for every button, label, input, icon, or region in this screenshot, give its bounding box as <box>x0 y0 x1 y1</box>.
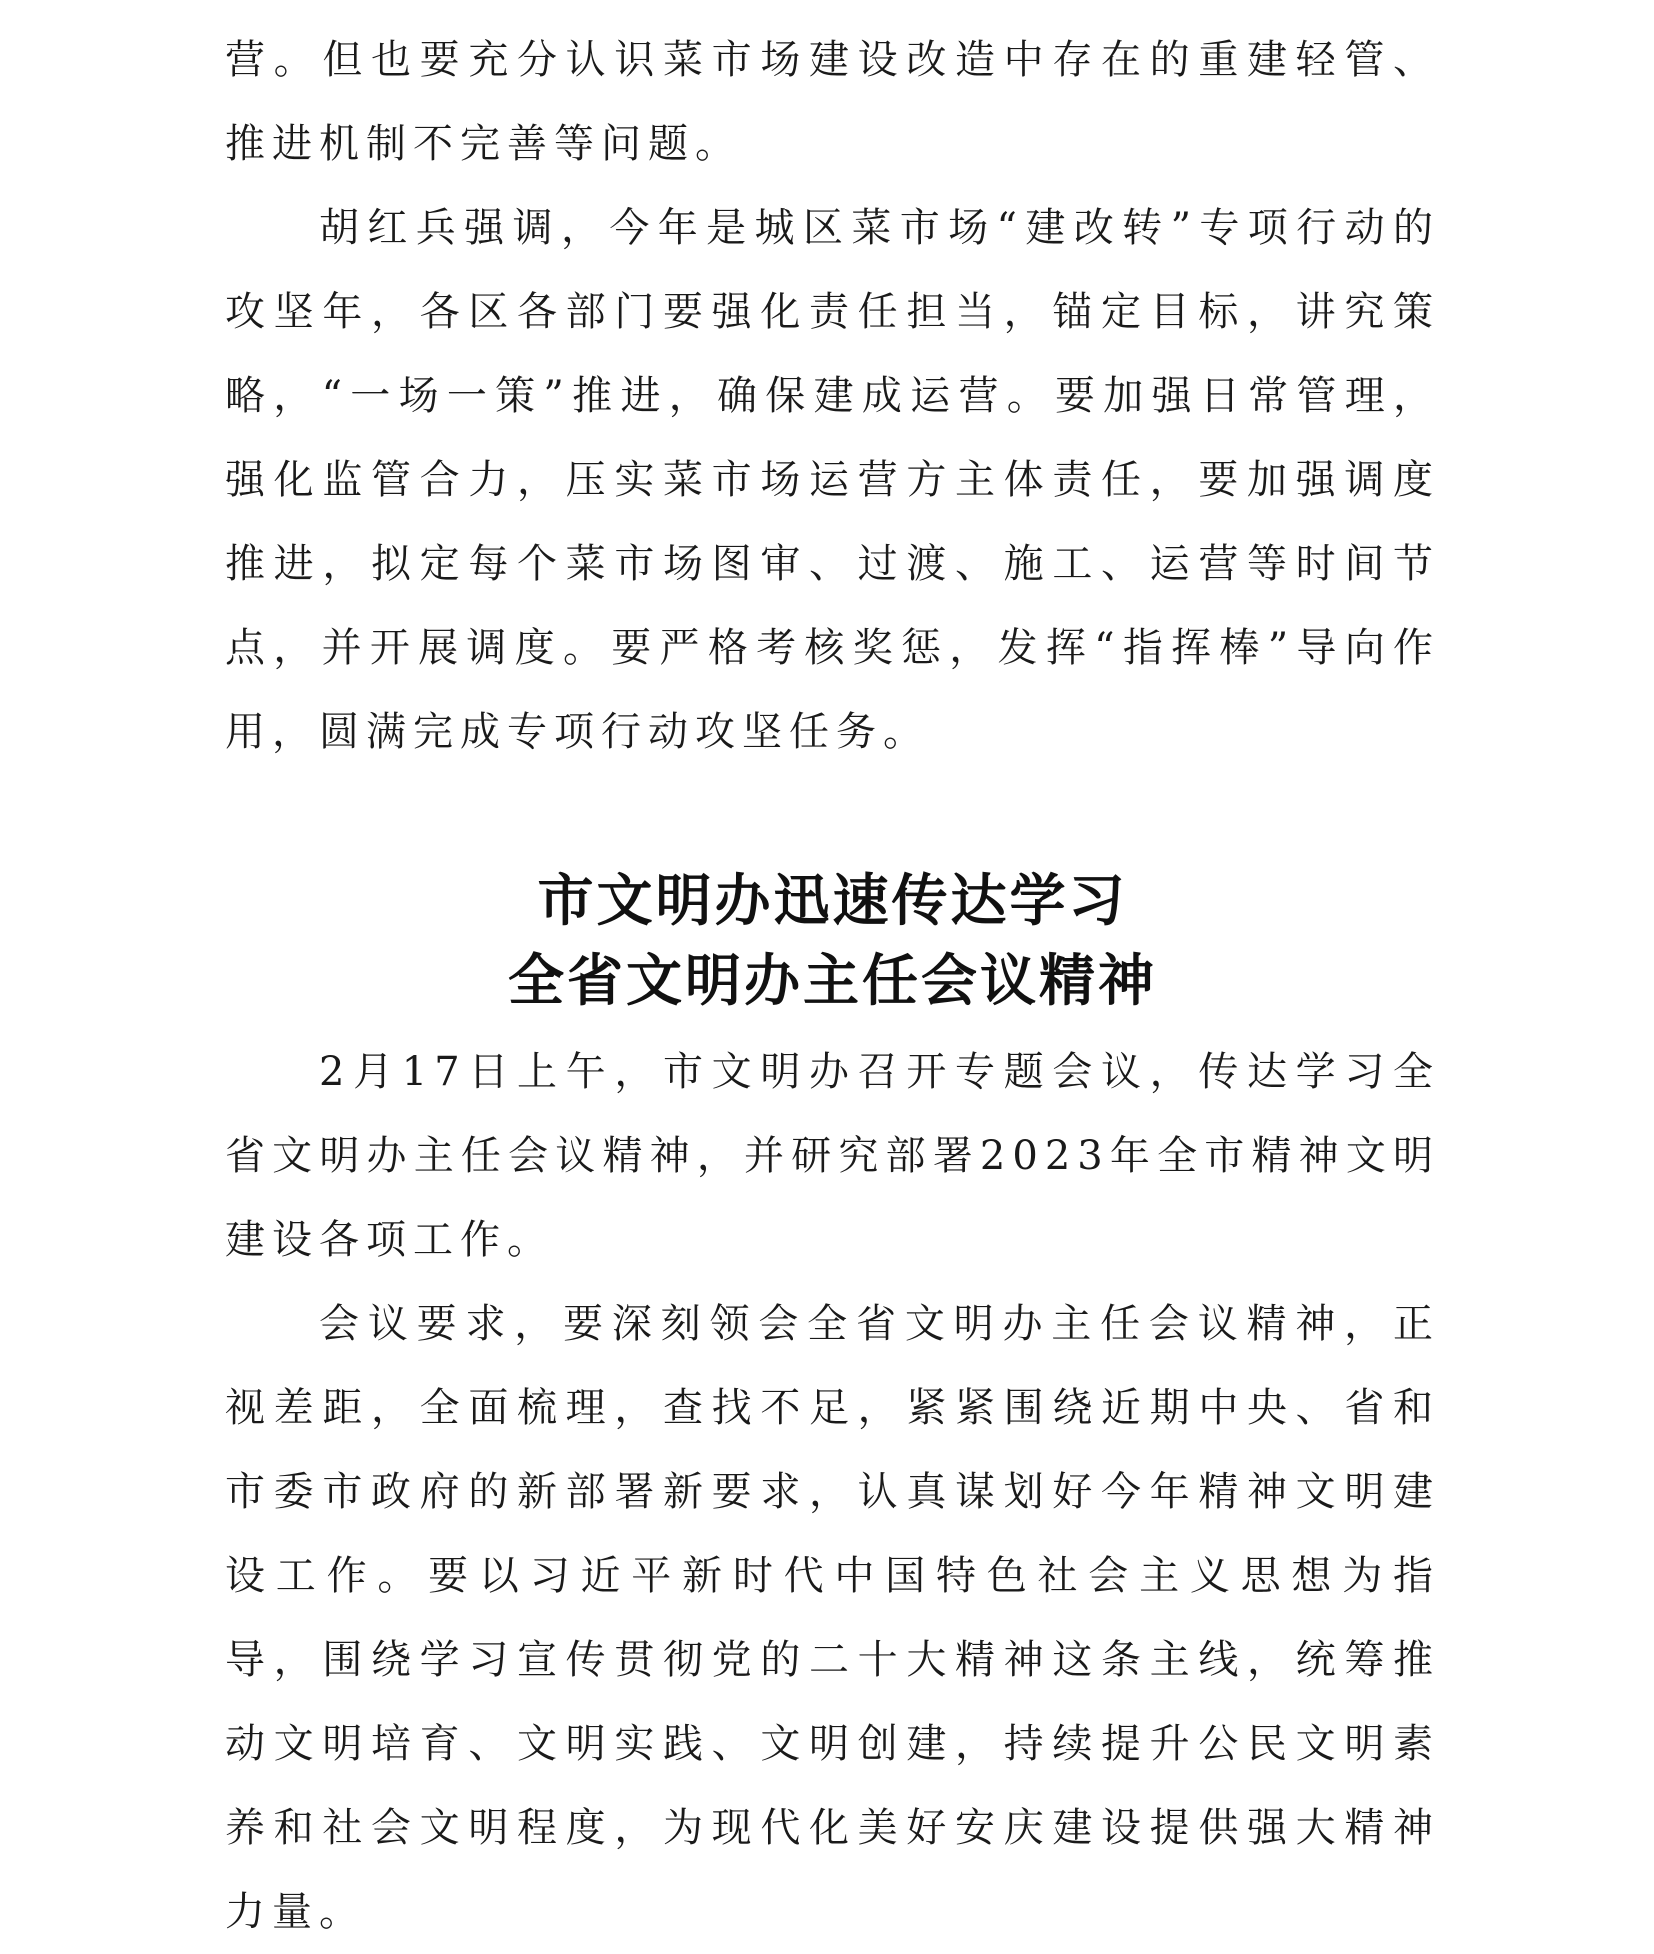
paragraph-meeting-date: 2月17日上午，市文明办召开专题会议，传达学习全省文明办主任会议精神，并研究部署2023年全市精神文明建设各项工作。 <box>225 1049 1440 1263</box>
article-title <box>225 862 1440 1022</box>
article-body <box>225 1030 1440 1954</box>
paragraph-hu-hongbing: 胡红兵强调，今年是城区菜市场“建改转”专项行动的攻坚年，各区各部门要强化责任担当，锚定目标，讲究策略，“一场一策”推进，确保建成运营。要加强日常管理，强化监管合力，压实菜市场运营方主体责任，要加强调度推进，拟定每个菜市场图审、过渡、施工、运营等时间节点，并开展调度。要严格考核奖惩，发挥“指挥棒”导向作用，圆满完成专项行动攻坚任务。 <box>225 205 1440 755</box>
article-continuation <box>225 18 1440 774</box>
paragraph-continued: 营。但也要充分认识菜市场建设改造中存在的重建轻管、推进机制不完善等问题。 <box>225 37 1440 167</box>
paragraph-meeting-requirements: 会议要求，要深刻领会全省文明办主任会议精神，正视差距，全面梳理，查找不足，紧紧围绕近期中央、省和市委市政府的新部署新要求，认真谋划好今年精神文明建设工作。要以习近平新时代中国特色社会主义思想为指导，围绕学习宣传贯彻党的二十大精神这条主线，统筹推动文明培育、文明实践、文明创建，持续提升公民文明素养和社会文明程度，为现代化美好安庆建设提供强大精神力量。 <box>225 1301 1440 1935</box>
article-title-line-2: 全省文明办主任会议精神 <box>508 949 1157 1014</box>
article-title-line-1: 市文明办迅速传达学习 <box>537 869 1128 934</box>
